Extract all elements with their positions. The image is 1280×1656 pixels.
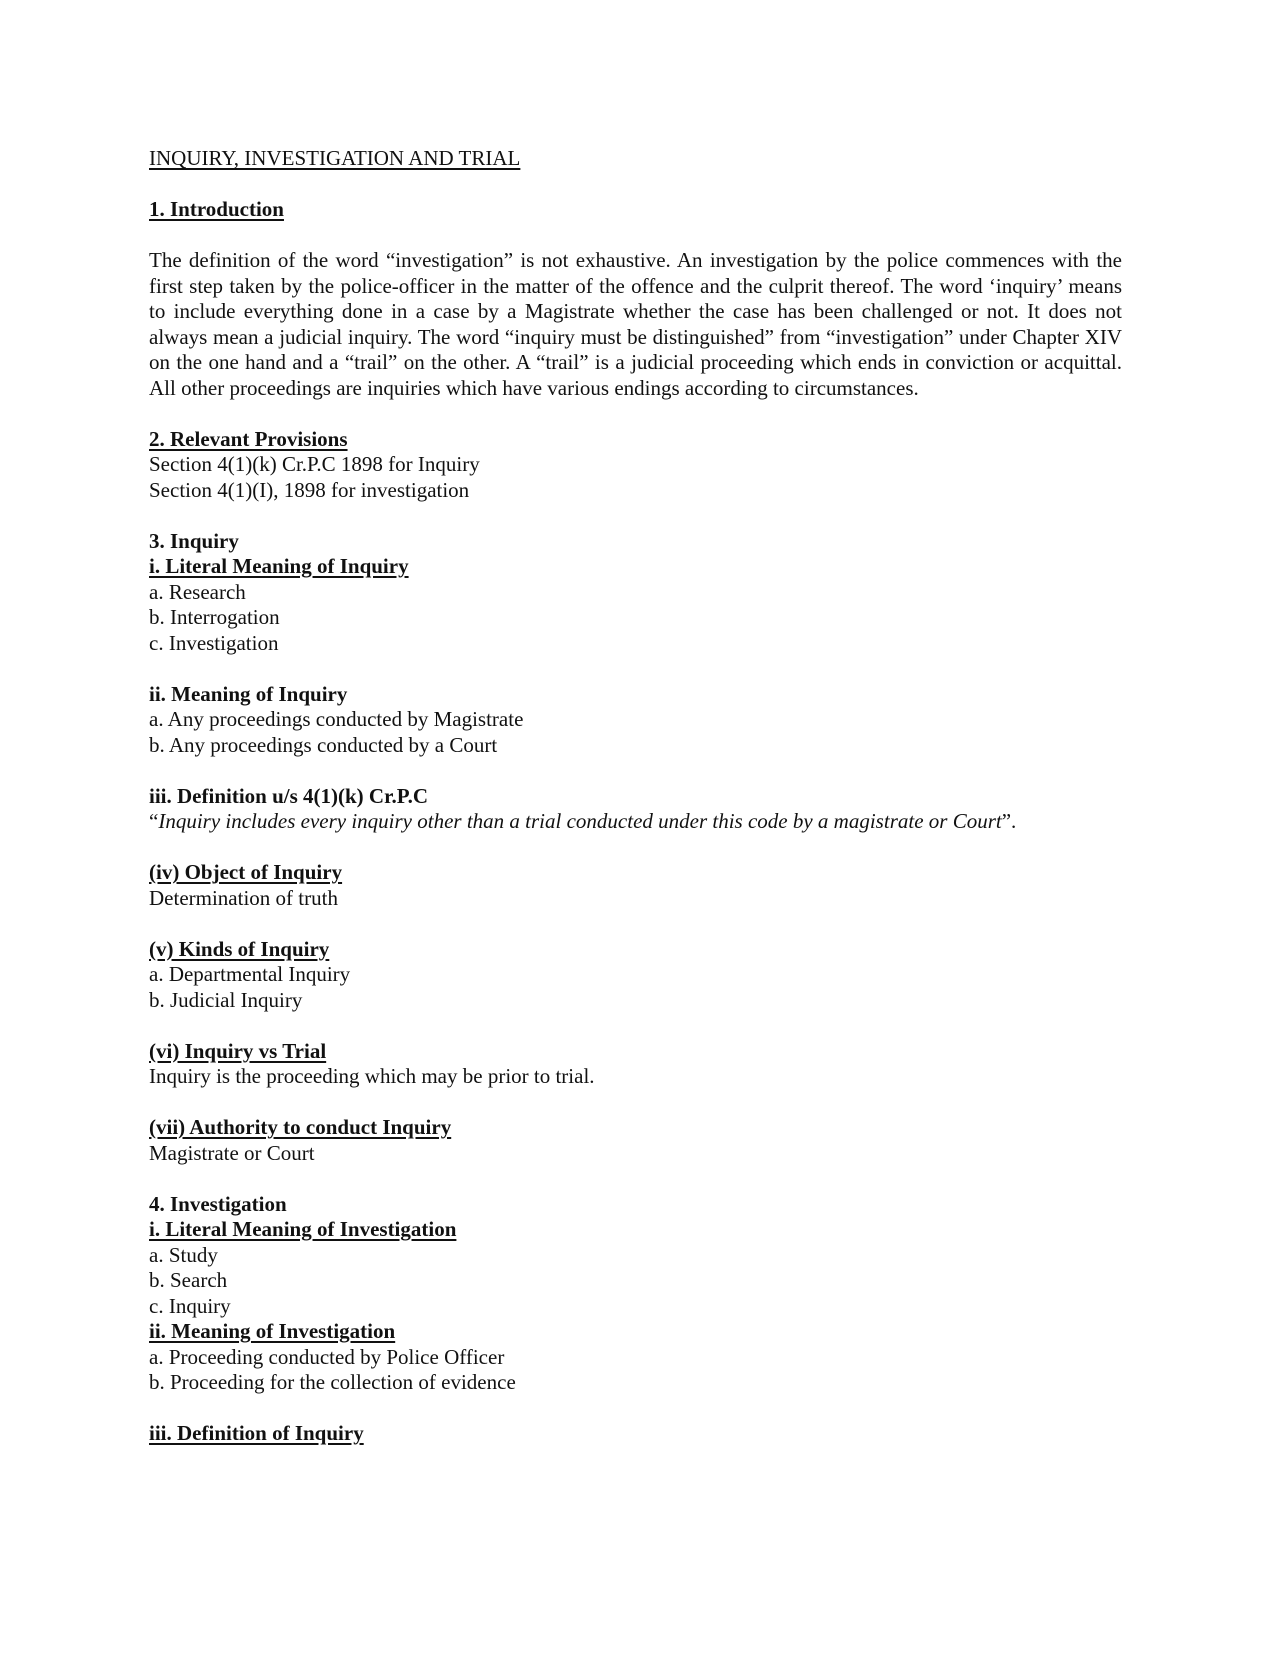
literal-meaning-investigation-heading: i. Literal Meaning of Investigation — [149, 1217, 457, 1241]
authority-inquiry-heading: (vii) Authority to conduct Inquiry — [149, 1115, 452, 1139]
open-quote: “ — [149, 809, 159, 833]
list-item: b. Judicial Inquiry — [149, 987, 303, 1012]
list-item: a. Any proceedings conducted by Magistrate — [149, 707, 524, 731]
list-item: a. Departmental Inquiry — [149, 962, 351, 986]
definition-inquiry-heading: iii. Definition u/s 4(1)(k) Cr.P.C — [149, 783, 429, 808]
definition-quote — [149, 809, 1122, 835]
list-item: b. Proceeding for the collection of evidence — [149, 1370, 516, 1394]
document-title: INQUIRY, INVESTIGATION AND TRIAL — [149, 146, 521, 170]
inquiry-heading: 3. Inquiry — [149, 528, 239, 553]
provision-item: Section 4(1)(I), 1898 for investigation — [149, 477, 470, 502]
inquiry-vs-trial-text: Inquiry is the proceeding which may be prior to trial. — [149, 1064, 595, 1088]
object-inquiry-heading: (iv) Object of Inquiry — [149, 860, 343, 884]
list-item: c. Investigation — [149, 630, 279, 655]
list-item: b. Interrogation — [149, 605, 280, 629]
list-item: a. Proceeding conducted by Police Officer — [149, 1344, 505, 1369]
introduction-paragraph: The definition of the word “investigation” is not exhaustive. An investigation by the police commences with the first step taken by the police-officer in the matter of the offence and the culprit thereof. The word ‘inquiry’ means to include everything done in a case by a Magistrate whether the case has been challenged or not. It does not always mean a judicial inquiry. The word “inquiry must be distinguished” from “investigation” under Chapter XIV on the one hand and a “trail” on the other. A “trail” is a judicial proceeding which ends in conviction or acquittal. All other proceedings are inquiries which have various endings according to circumstances. — [149, 248, 1122, 400]
investigation-heading: 4. Investigation — [149, 1191, 287, 1216]
definition-investigation-heading: iii. Definition of Inquiry — [149, 1421, 364, 1445]
list-item: a. Study — [149, 1242, 218, 1267]
authority-inquiry-text: Magistrate or Court — [149, 1140, 315, 1165]
object-inquiry-text: Determination of truth — [149, 885, 338, 910]
literal-meaning-inquiry-heading: i. Literal Meaning of Inquiry — [149, 554, 409, 578]
meaning-inquiry-heading: ii. Meaning of Inquiry — [149, 681, 348, 706]
introduction-heading: 1. Introduction — [149, 197, 284, 221]
provision-item: Section 4(1)(k) Cr.P.C 1898 for Inquiry — [149, 452, 480, 476]
list-item: c. Inquiry — [149, 1293, 231, 1318]
document-page — [149, 146, 1122, 1447]
provisions-heading: 2. Relevant Provisions — [149, 426, 348, 451]
meaning-investigation-heading: ii. Meaning of Investigation — [149, 1319, 396, 1343]
close-quote: ”. — [1001, 809, 1017, 833]
inquiry-vs-trial-heading: (vi) Inquiry vs Trial — [149, 1038, 327, 1063]
list-item: a. Research — [149, 579, 246, 604]
kinds-inquiry-heading: (v) Kinds of Inquiry — [149, 936, 330, 961]
list-item: b. Any proceedings conducted by a Court — [149, 732, 498, 757]
definition-text: Inquiry includes every inquiry other than a trial conducted under this code by a magistrate or Court — [158, 809, 1002, 833]
list-item: b. Search — [149, 1268, 228, 1292]
